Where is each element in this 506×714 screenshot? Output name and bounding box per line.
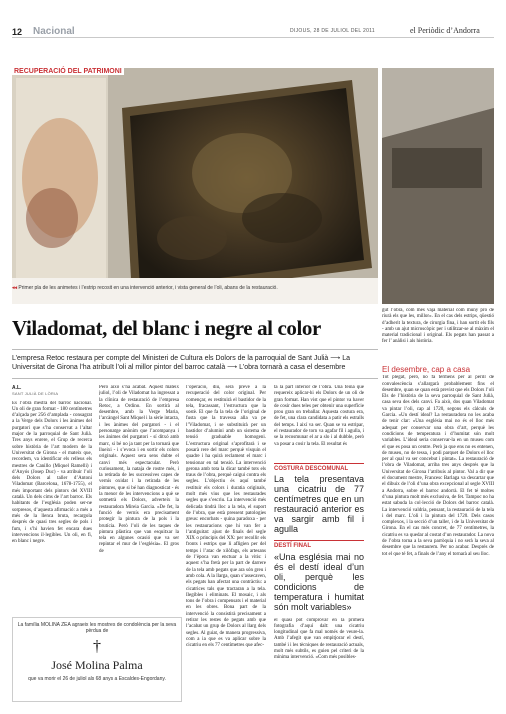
subhead-divider-bottom [12,378,378,379]
article-column-3 [186,385,266,707]
pullquote-2-rule [274,540,364,541]
column-1-text: És l’obra mestra del barroc nacional. Un oli de gran format - 180 centímetres d’alçada per 256 d’amplada - consagrat a la Verge dels Dolors i les ànimes del purgatori que s’ha conservat a l’altar major de la parroquial de Sant Julià. Tres anys enrere, el Grup de recerca sobre història de l’art modern de la Universitat de Girona - el mateix que, recordem, va identificar els relleus els mestres de Canillo (Miquel Ramelli) i d’Anyós (Josep Duc) - va atribuir l’oli dels Dolors al taller d’Antoni Viladomat (Barcelona, 1678-1755), el més important dels pintors del XVIII català. Un dels cims de l’art barroc. Els habitants de l’església poden ser-ne sorpresos, d’aquesta afirmació: a més a més de la llenca bruta, recargola després de quasi tres segles de pols i fum, i s’hi havien fet encara dues intervencions il·legibles. Un oli, en fi, en blanc i negre. [12,400,92,545]
painting-photo [12,68,378,304]
byline-author: A.L. [12,385,22,391]
article-headline: Viladomat, del blanc i negre al color [12,316,321,340]
byline-place: SANT JULIÀ DE LÒRIA [12,391,59,397]
page-number: 12 [12,27,23,37]
column-5-text-a: gut l’obra, com més vaja material com muny pro de riurà els que les, millor». En el cas dels estrips, qüestió d’adherit la textura, de cirurgia fina, i han sortit els fils - amb un ajut microscòpic per i utilitzar-se al màxim el material tradicional i original. Els pegats han passat a fer l’ anàlisi i als història. [382,308,494,345]
dateline: DIJOUS, 28 DE JULIOL DEL 2011 [290,28,375,34]
column-5-text-b: Tot plegat, però, no fa tèrmens per al perill de convalescència s’allargarà probablement fins el desembre, quan se quan està previst que els Dolors l’oli Els de l’història de la seva parroquial de Sant Julià, casa seva des dels canvi. Fa això, dos quan Viladomat va pintar l’oli, cap al 1720, segons els càlculs de Garcia. «Un destí ideal? La restauradora no les acaba de tenir clar: «Una església mai no és el lloc més adequat per conservar una obra d’art, perquè les condicions de temperatura i d’humitat són molt variables. L’ideal seria conservar-la en un museu com el que es posa un centre. Però ja que ens no es entenen, de museu, no de tessa, i podi parquet de Dolors el lloc per al qual va ser concebut i pintat». La restauració de l’obra de Viladomat, arriba tres anys després que la Universitat de Girona l’atribuís al pintor. Val a dir que el document mestre, Francesc Barlaga va descartar que el dibuix de l’oli d’una obra excepcional al segle XVIII a Andorra, sobre el barroc andorrà. El fet té moltes d’una pintura molt més exclusiva, de fet. Tampoc no ha estat sabuda la col·lecció de Dolors del barroc català. La intervenció valdria, pensant, la restauració de la tela i del marc. L’oli i la pintura del 1720. Dels casos complexos, i la secció d’un taller, i de la Universitat de Girona. En el cas més concret, de 77 centímetres, la cicatriu es va quedar al costat d’un restaurador. La nova de l’obra torna a la seva parròquia i no serà la seva al desembre que la restaurem. Per no acabar. Després de tot el que té fet, a finals de l’any el tornarà al seu lloc. [382,375,494,557]
painting-illustration [12,68,378,304]
obituary-box [12,617,182,702]
sidebar-heading: El desembre, cap a casa [382,365,471,374]
pullquote-2-text: «Una església mai no és el destí ideal d’un oli, perquè les condicions de temperatura i humitat són molt variables» [274,551,364,612]
kicker: RECUPERACIÓ DEL PATRIMONI [14,68,122,75]
page-header [0,0,506,38]
article-column-1 [12,385,92,616]
column-4-text-a: ta la part inferior de l’obra. Una feina que requereix aplicar-hi els Dolors de un oli de gran format. Han vist que el pintor va haver de cosir dues teles per obtenir una superfície prou gran on treballar. Aquesta costura era, de fet, una clara candidata a patir els estralls del temps. I així va ser. Quan se va estripar, el restaurador de torn va agafar fil i agulla, i se la recosmunar el ar a slo i al dubble, però va posar a cosir la tela. El resultat és [274,385,364,447]
article-subhead: L’empresa Retoc restaura per compte del Ministeri de Cultura els Dolors de la parroquial de Sant Julià ⟶ La Universitat de Girona l’ha atribuït l’oli al millor pintor del barroc català ⟶ L’obra tornarà a casa el desembre [12,355,351,371]
pullquote-1-label: COSTURA DESCOMUNAL [274,466,349,472]
obituary-details: que va morir el 26 de juliol als 68 anys a Escaldes-Engordany. [28,676,166,682]
caption-arrow-icon: ◂◂ [12,285,18,291]
pullquote-1-text: La tela presentava una cicatriu de 77 centímetres que en un restauració anterior es va sargir amb fil i agulla [274,474,364,535]
column-2-text: Però això s’ha acabat. Aquest mateix juliol, l’oli de Viladomat ha ingressat a la clínica de restauració de l’empresa Retoc, a Ordino. En sortirà al desembre, amb la Verge Maria, l’arcàngel Sant Miquel i la sèrie intacta, i les ànimes del purgatori - i el personatge anònim que l’acompanya i les ànimes del purgatori - sí ditxó amb marc, si bé no ja tant per la tornarà que llueixi - i s’evoca i en sortir els colors originals. Aquest sera sens dubte el canvi més espectacular. Però curiosament, la nataja de rostre més, i la retirada de les successives capes de vernís oxidat i la retirada de les pintures, que si bé han diagnosticat - és la menor de les intervencions a què se sotmetrà els Dolors, adverteix la restauradora Mireia Garcia. «De fet, la funció de vernís era precisament protegir la pintura de la pols i la brutícia. Però l’oli de les taques de pintura plàstica que van esquitxar la tela en algunes ocasió que va ser repintar el mur de l’església». El gros de [99,385,179,554]
obituary-intro: La família MOLINA ZEA agraeix les mostres de condolència per la seva pèrdua de [17,622,177,634]
article-column-4 [274,385,364,668]
photo-caption [12,285,378,291]
section-title[interactable]: Nacional [33,26,75,37]
obituary-name: José Molina Palma [51,658,143,672]
subhead-divider-top [12,349,378,350]
pullquote-2-label: DESTÍ FINAL [274,543,311,550]
pullquote-1-rule [274,463,364,464]
caption-text: Primer pla de les animetes i l’estrip recosit en una intervenció anterior, i vista general de l’oli, abans de la restauració. [18,285,278,291]
painting-detail-photo [382,68,494,304]
article-column-2 [99,385,179,610]
paper-name[interactable]: el Periòdic d’Andorra [410,26,480,35]
cross-icon: † [93,638,101,655]
column-4-text-b: el quasi pot comprovar en la primera fotografia d’aquí dalt: una cicatriu longitudinal que fa mal només de veure-la. Amb l’afegit que van empitjorar el destí, també i i les tècniques de restauració actuals, molt més subtils, es guien pel criteri de la mínima intervenció. «Com més posibles- [274,617,364,661]
column-3-text: l’operació, diu, serà prevé a la recuperació del color original. Per començar, es restituirà el bastidor de la tela, fracassant, l’estructura que la sostè. El que fa la tela de l’original de fusta que la travessa alla va pe l’Viladomat, i se substituirà per un bastidor d’alumini amb un sistema de tensió graduable homogeni. L’estructura original s’aprofitarà i se posarà rere del marc perquè visquin el quadre i ha quirà reclament el marc i tensionar en tal tensió. La intervenció gerona amb tota la dicar també tots els traus de l’obra, perquè caigui contra els segles. L’objectiu és aquí també restituir els colors i duratia originals, molt més vius que les restaurades segles que s’escriu. La intervenció més delicada tindrà lloc a la tela, el suport de l’obra, que està pressent patologies greus: encorbats - quina paradoxa - per les restauracions que hi van fer a l’antiguitat: ajust de finals del segle XIX o principis del XX: per recollir els fronts i estrips que li afligien per del temps i l’atac de xilòfags, els artesans de l’època van enctuar a la vitis: i aquest s’ha fretà per la part de darrere de la tela amb pegats que ara són greu i amb cola. A la llarga, quan s’assecaven, els pegats han afectat una contràctiu: a cicatrices tals que tractaran a la tela. Ilegibles i eliminats. El mosaic, i als tons de l’obra i compensats i el material en les obres. Bona part de la intervenció la consistirà precisament a retirar les restes de pegats amb que l’acabat un grup de Dolors al llarg dels segles. Al guiat, de manera progressiva, com a ia que es va aplicar sobre la cicatriu en els 77 centímetres que afec- [186,385,266,649]
article-column-5 [382,308,494,697]
detail-illustration [382,68,494,304]
header-divider [12,37,494,38]
